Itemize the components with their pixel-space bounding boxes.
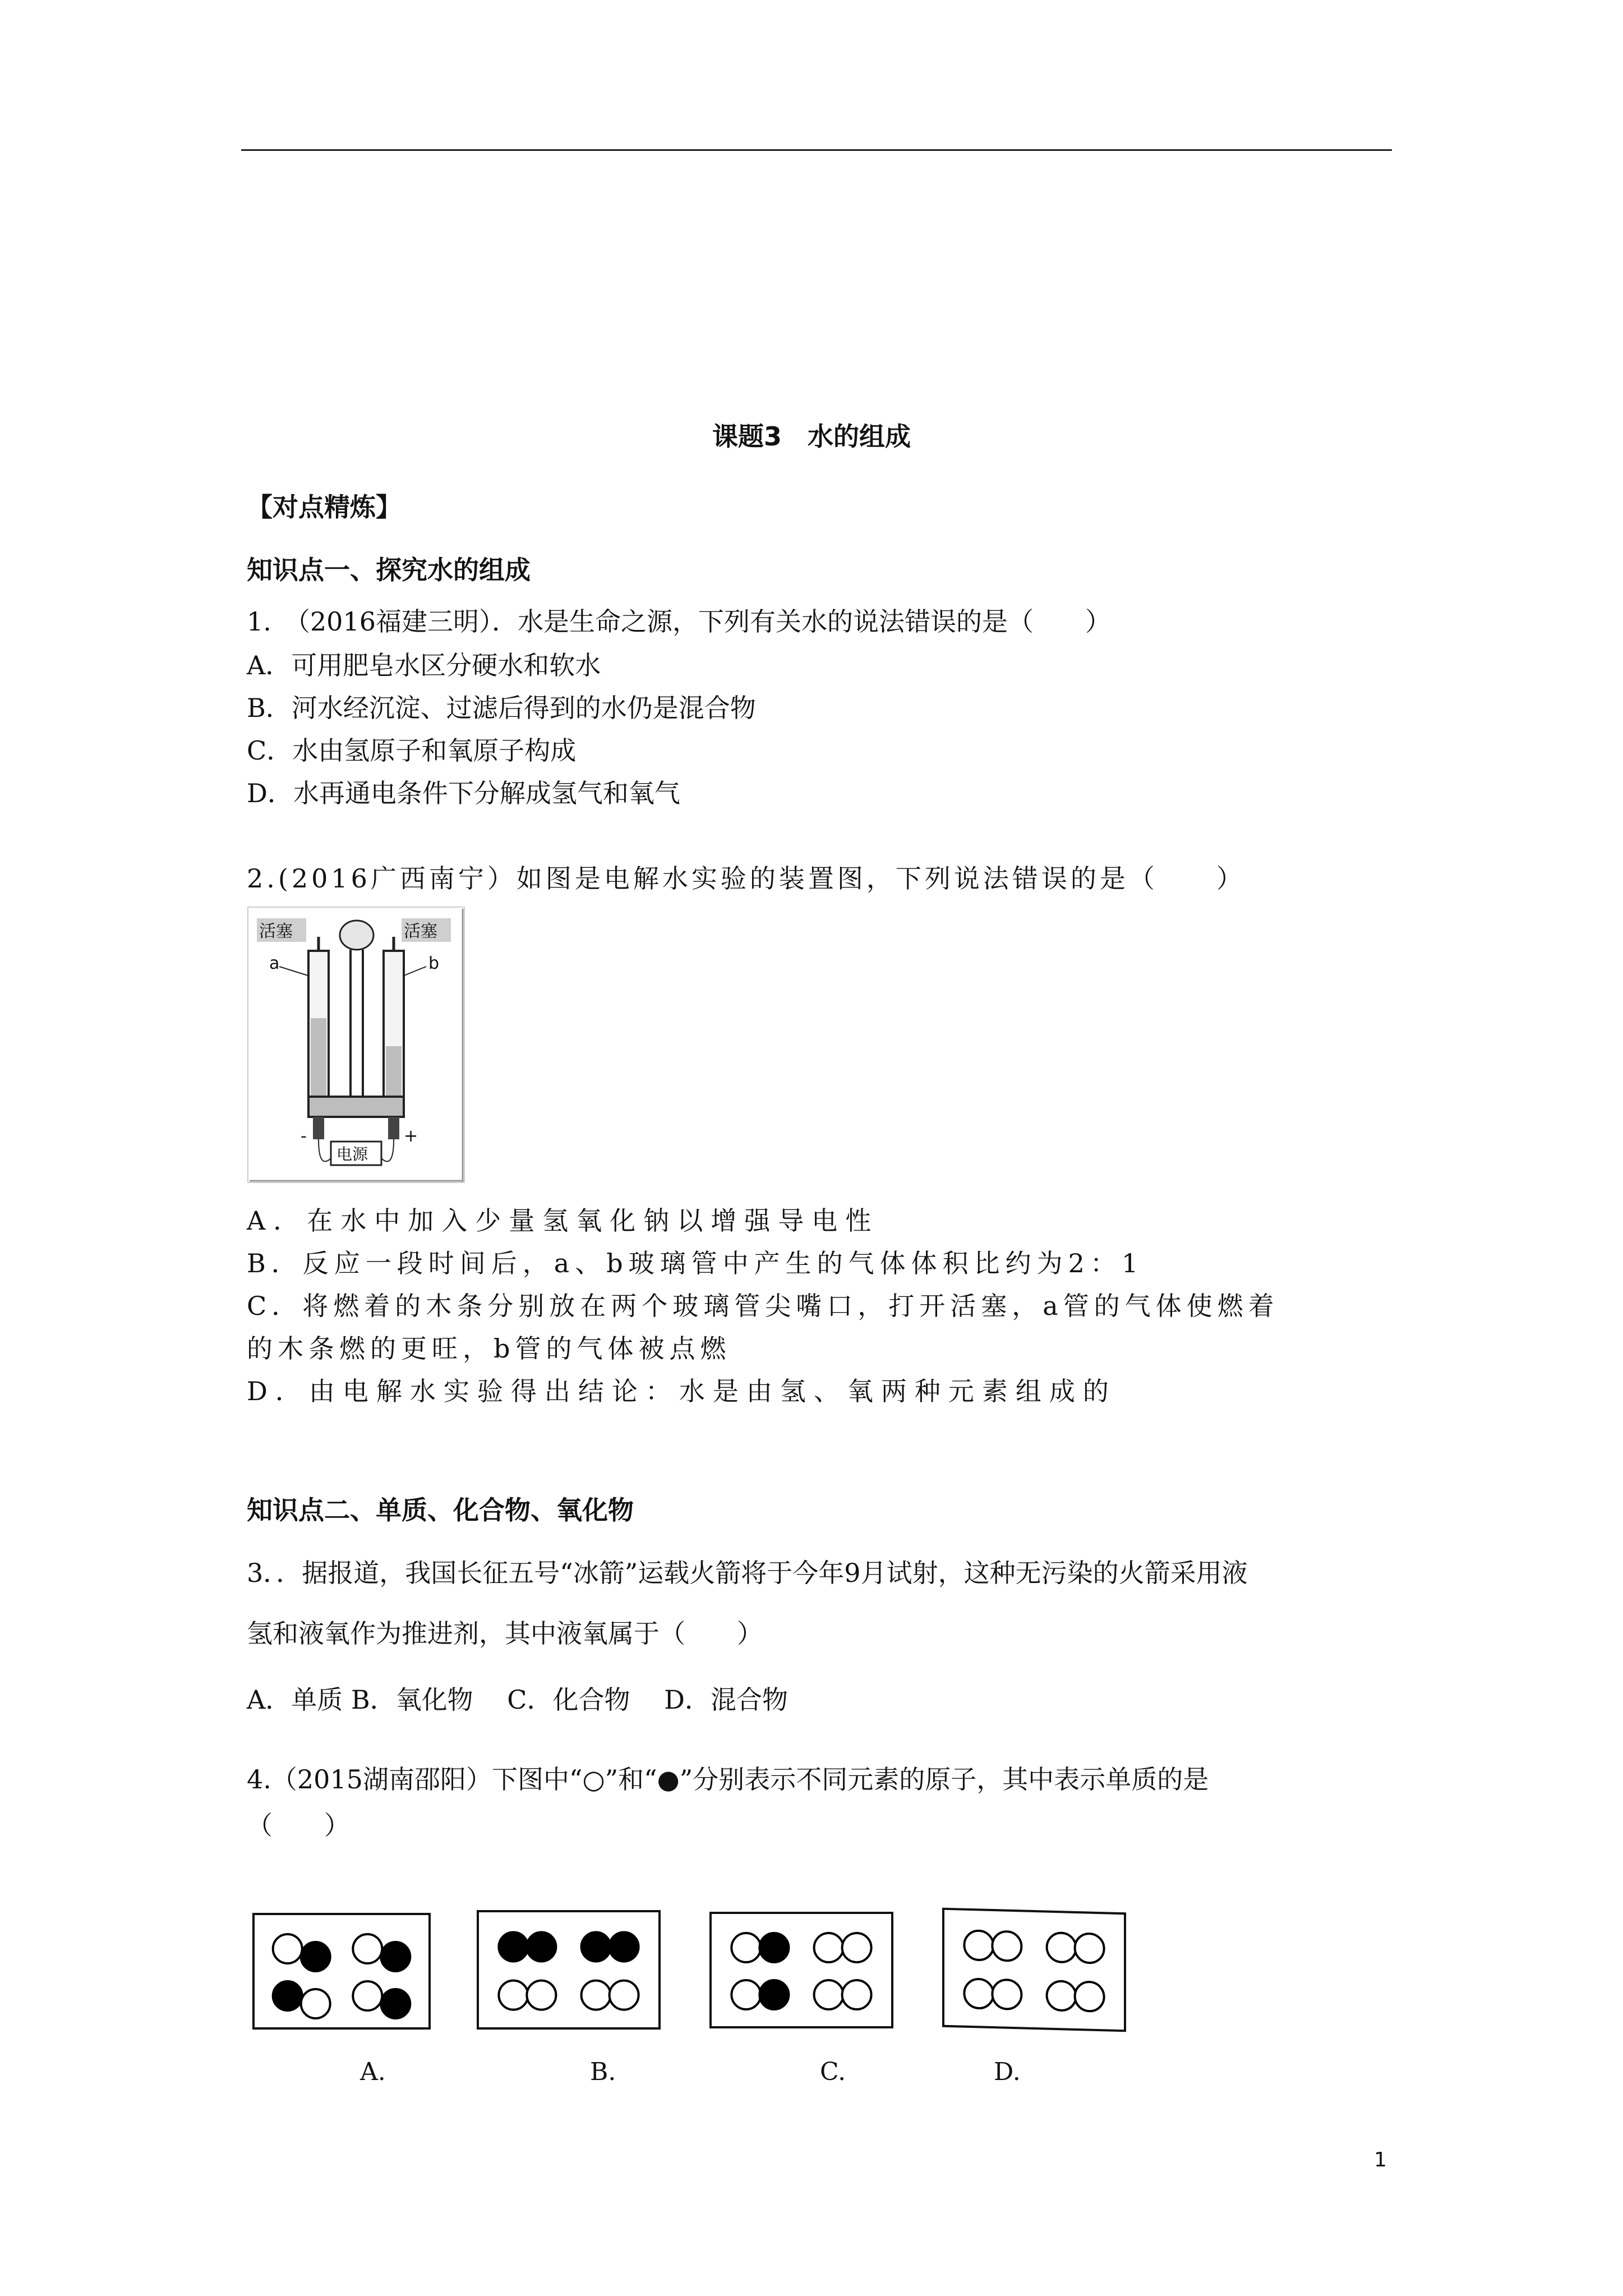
molecule	[964, 1930, 1021, 1961]
page-title: 课题3 水的组成	[712, 421, 911, 452]
q2-stem: 2.(2016广西南宁）如图是电解水实验的装置图，下列说法错误的是（ ）	[247, 863, 1246, 894]
black-atom	[301, 1942, 330, 1971]
molecule	[273, 1981, 330, 2018]
white-atom	[301, 1989, 330, 2018]
white-atom	[814, 1933, 843, 1962]
q1-option-b: B．河水经沉淀、过滤后得到的水仍是混合物	[247, 693, 756, 723]
q2-option-b: B．反应一段时间后，a、b玻璃管中产生的气体体积比约为2：1	[247, 1248, 1144, 1278]
molecule	[1047, 1932, 1104, 1963]
molecule	[814, 1933, 872, 1962]
white-atom	[1075, 1982, 1104, 2012]
q4-stem-line2: （ ）	[247, 1810, 350, 1841]
molecule	[499, 1932, 556, 1962]
choice-b-box	[477, 1910, 661, 2030]
right-valve-label: 活塞	[404, 922, 437, 941]
molecule	[353, 1934, 410, 1971]
white-atom	[353, 1934, 382, 1963]
q3-options: A．单质 B．氧化物 C．化合物 D．混合物	[247, 1685, 788, 1715]
white-atom	[1047, 1981, 1076, 2010]
electrolysis-figure	[247, 906, 465, 1184]
choice-a-box	[252, 1913, 431, 2030]
white-atom	[842, 1933, 872, 1962]
molecule	[814, 1980, 872, 2009]
q1-option-c: C．水由氢原子和氧原子构成	[247, 735, 577, 766]
white-atom	[731, 1933, 760, 1962]
tube-b-label: b	[428, 954, 440, 973]
electrolysis-apparatus-diagram	[247, 906, 465, 1184]
page-number: 1	[1374, 2148, 1387, 2171]
white-atom	[964, 1978, 993, 2008]
white-atom	[582, 1981, 611, 2010]
q3-stem-line1: 3．．据报道，我国长征五号“冰箭”运载火箭将于今年9月试射，这种无污染的火箭采用液	[247, 1558, 1248, 1588]
black-atom	[499, 1932, 528, 1962]
kp1-heading: 知识点一、探究水的组成	[247, 555, 531, 585]
black-atom	[759, 1980, 789, 2009]
section-practice: 【对点精炼】	[247, 492, 402, 522]
plus-label: +	[404, 1126, 418, 1146]
white-atom	[814, 1980, 843, 2009]
white-atom	[964, 1930, 993, 1960]
black-atom	[582, 1932, 611, 1962]
choice-a-particles	[255, 1915, 428, 2027]
header-rule	[241, 149, 1392, 151]
molecule	[1047, 1981, 1104, 2012]
minus-label: -	[301, 1126, 307, 1146]
white-atom	[499, 1981, 528, 2010]
black-atom	[610, 1932, 639, 1962]
white-atom	[1075, 1933, 1104, 1963]
q1-option-a: A．可用肥皂水区分硬水和软水	[247, 650, 601, 680]
left-valve-label: 活塞	[259, 922, 293, 941]
choice-d-box	[942, 1908, 1126, 2032]
q2-option-c-cont: 的木条燃的更旺，b管的气体被点燃	[247, 1333, 731, 1364]
white-atom	[1047, 1932, 1076, 1962]
molecule	[731, 1933, 789, 1962]
white-atom	[273, 1934, 302, 1963]
choice-b-particles	[479, 1912, 658, 2027]
black-atom	[381, 1942, 410, 1971]
molecule	[582, 1981, 639, 2010]
choice-b-label: B.	[590, 2058, 616, 2086]
molecule	[499, 1981, 556, 2010]
white-atom	[992, 1931, 1021, 1961]
choice-d-label: D.	[994, 2058, 1021, 2086]
molecule	[964, 1978, 1021, 2009]
white-atom	[527, 1981, 556, 2010]
q1-stem: 1. （2016福建三明）．水是生命之源，下列有关水的说法错误的是（ ）	[247, 606, 1111, 637]
molecule	[273, 1934, 330, 1971]
kp2-heading: 知识点二、单质、化合物、氧化物	[247, 1495, 634, 1525]
molecule	[582, 1932, 639, 1962]
black-atom	[759, 1933, 789, 1962]
black-atom	[527, 1932, 556, 1962]
white-atom	[842, 1980, 872, 2009]
choice-d-particles	[944, 1910, 1124, 2030]
molecule	[731, 1980, 789, 2009]
black-atom	[273, 1981, 302, 2010]
power-supply-label: 电源	[336, 1145, 368, 1163]
white-atom	[610, 1981, 639, 2010]
q2-option-a: A．在水中加入少量氢氧化钠以增强导电性	[247, 1205, 879, 1236]
white-atom	[353, 1981, 382, 2010]
choice-c-label: C.	[820, 2058, 846, 2086]
molecule	[353, 1981, 410, 2018]
q2-option-d: D．由电解水实验得出结论：水是由氢、氧两种元素组成的	[247, 1376, 1117, 1406]
q1-option-d: D．水再通电条件下分解成氢气和氧气	[247, 778, 680, 808]
q3-stem-line2: 氢和液氧作为推进剂，其中液氧属于（ ）	[247, 1618, 763, 1649]
white-atom	[992, 1980, 1021, 2009]
choice-c-particles	[712, 1914, 891, 2026]
choice-a-label: A.	[360, 2058, 386, 2086]
q2-option-c: C．将燃着的木条分别放在两个玻璃管尖嘴口，打开活塞，a管的气体使燃着	[247, 1291, 1279, 1321]
white-atom	[731, 1980, 760, 2009]
tube-a-label: a	[269, 954, 280, 973]
q4-stem-line1: 4.（2015湖南邵阳）下图中“○”和“●”分别表示不同元素的原子，其中表示单质的是	[247, 1764, 1209, 1795]
black-atom	[381, 1989, 410, 2018]
choice-c-box	[709, 1912, 893, 2028]
